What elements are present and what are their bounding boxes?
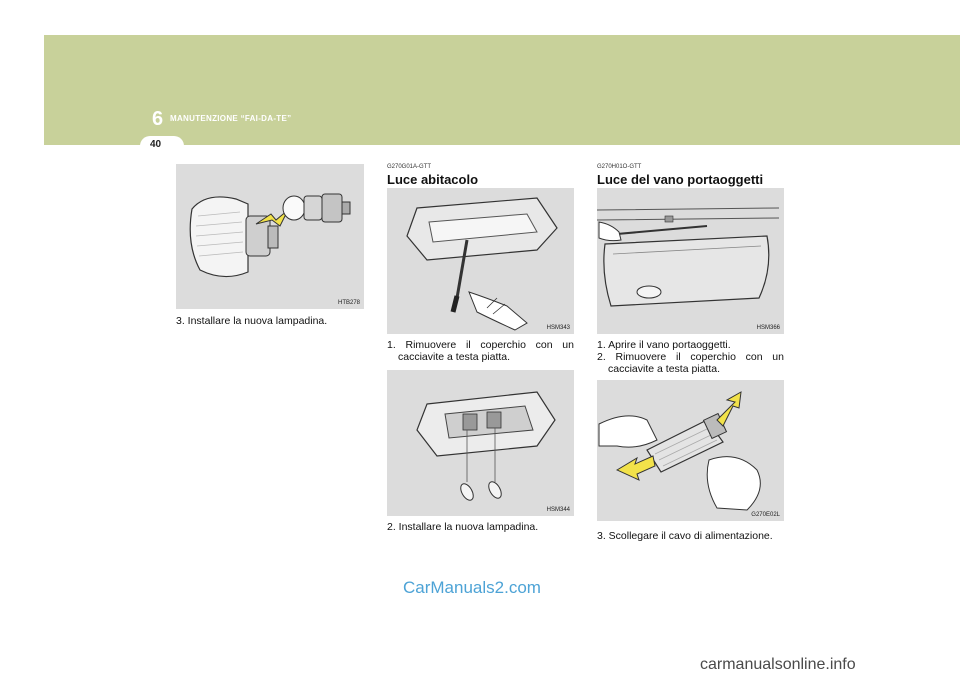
page-number-tab xyxy=(140,136,184,156)
watermark-carmanuals2[interactable]: CarManuals2.com xyxy=(403,578,541,597)
step-1-line-1: 1. Rimuovere il coperchio con un xyxy=(387,339,574,351)
chapter-title: MANUTENZIONE “FAI-DA-TE” xyxy=(170,114,292,123)
section-code: G270G01A-GTT xyxy=(387,164,432,170)
interior-lamp-illustration xyxy=(387,188,574,334)
chapter-number: 6 xyxy=(152,108,164,130)
step-2-text xyxy=(597,351,784,375)
section-heading: Luce abitacolo xyxy=(387,172,479,187)
section-heading: Luce del vano portaoggetti xyxy=(597,172,764,187)
figure-code: HSM344 xyxy=(546,507,570,513)
figure-code: HSM343 xyxy=(546,325,570,331)
figure-code: HTB278 xyxy=(337,300,360,306)
step-1-line-2: cacciavite a testa piatta. xyxy=(398,351,511,363)
step-1-text xyxy=(387,339,574,363)
lamp-bulbs-illustration xyxy=(387,370,574,516)
step-3-text: 3. Installare la nuova lampadina. xyxy=(176,315,328,327)
watermark-carmanualsonline[interactable]: carmanualsonline.info xyxy=(700,656,856,673)
header-band xyxy=(44,35,960,145)
step-1-text: 1. Aprire il vano portaoggetti. xyxy=(597,339,731,351)
page-number: 40 xyxy=(150,139,162,150)
step-3-text: 3. Scollegare il cavo di alimentazione. xyxy=(597,530,773,542)
step-2-text: 2. Installare la nuova lampadina. xyxy=(387,521,539,533)
step-2-line-2: cacciavite a testa piatta. xyxy=(608,363,721,375)
disconnect-cable-illustration xyxy=(597,380,784,521)
bulb-install-illustration xyxy=(176,164,364,309)
glovebox-illustration xyxy=(597,188,784,334)
section-code: G270H01O-GTT xyxy=(597,164,642,170)
step-2-line-1: 2. Rimuovere il coperchio con un xyxy=(597,351,784,363)
figure-code: G270E02L xyxy=(751,512,780,518)
figure-code: HSM366 xyxy=(756,325,780,331)
